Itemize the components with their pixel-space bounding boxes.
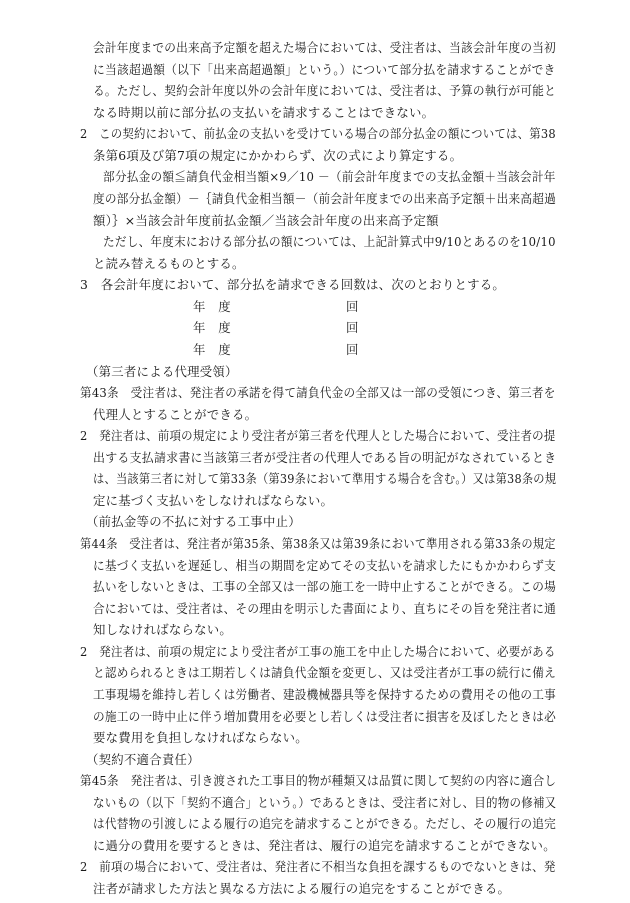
clause-2-line: 2 発注者は、前項の規定により受注者が第三者を代理人とした場合において、受注者の提 <box>80 428 556 444</box>
text-line: と認められるときは工期若しくは請負代金額を変更し、又は受注者が工事の続行に備え <box>93 665 556 681</box>
text-line: と読み替えるものとする。 <box>93 255 245 271</box>
text-line: 工事現場を維持し若しくは労働者、建設機械器具等を保持するための費用その他の工事 <box>93 686 556 702</box>
text-line: 出する支払請求書に当該第三者が受注者の代理人である旨の明記がなされているとき <box>93 449 557 465</box>
schedule-count-label: 回 <box>346 298 359 314</box>
text-line: に当該超過額（以下「出来高超過額」という。）について部分払を請求することができ <box>93 61 556 77</box>
section-heading: （第三者による代理受領） <box>86 363 238 379</box>
text-line: 条第6項及び第7項の規定にかかわらず、次の式により算定する。 <box>93 147 463 163</box>
text-line: 合においては、受注者は、その理由を明示した書面により、直ちにその旨を発注者に通 <box>93 600 556 616</box>
clause-2-line: 2 発注者は、前項の規定により受注者が工事の施工を中止した場合において、必要がある <box>80 643 556 659</box>
text-line: 要な費用を負担しなければならない。 <box>93 730 308 746</box>
formula-line: 度の部分払金額）－｛請負代金相当額－（前会計年度までの出来高予定額＋出来高超過 <box>93 190 556 206</box>
article-45-line: 第45条 発注者は、引き渡された工事目的物が種類又は品質に関して契約の内容に適合し <box>80 773 557 789</box>
text-line: は、当該第三者に対して第33条（第39条において準用する場合を含む。）又は第38条の規 <box>93 471 557 487</box>
formula-line: 額）｝×当該会計年度前払金額／当該会計年度の出来高予定額 <box>93 212 439 228</box>
clause-2-line: 2 前項の場合において、受注者は、発注者に不相当な負担を課するものでないときは、発 <box>80 859 556 875</box>
text-line: の施工の一時中止に伴う増加費用を必要とし若しくは受注者に損害を及ぼしたときは必 <box>93 708 556 724</box>
text-line: 会計年度までの出来高予定額を超えた場合においては、受注者は、当該会計年度の当初 <box>93 40 556 55</box>
schedule-year-label: 年 度 <box>193 298 231 314</box>
clause-3-line: 3 各会計年度において、部分払を請求できる回数は、次のとおりとする。 <box>80 277 506 293</box>
text-line: に過分の費用を要するときは、発注者は、履行の追完を請求することができない。 <box>93 837 556 853</box>
text-line: 代理人とすることができる。 <box>93 406 258 422</box>
text-line: 知しなければならない。 <box>93 622 233 638</box>
formula-line: 部分払金の額≦請負代金相当額×9／10 －（前会計年度までの支払金額＋当該会計年 <box>103 169 556 185</box>
text-line: ないもの（以下「契約不適合」という。）であるときは、受注者に対し、目的物の修補又 <box>93 794 557 810</box>
article-43-line: 第43条 受注者は、発注者の承諾を得て請負代金の全部又は一部の受領につき、第三者を <box>80 385 556 400</box>
schedule-year-label: 年 度 <box>193 320 231 336</box>
text-line: 定に基づく支払いをしなければならない。 <box>93 492 334 508</box>
section-heading: （前払金等の不払に対する工事中止） <box>86 514 301 530</box>
text-line: なる時期以前に部分払の支払いを請求することはできない。 <box>93 104 435 120</box>
text-line: 注者が請求した方法と異なる方法による履行の追完をすることができる。 <box>93 881 511 896</box>
text-line: に基づく支払いを遅延し、相当の期間を定めてその支払いを請求したにもかかわらず支 <box>93 557 556 573</box>
text-line: る。ただし、契約会計年度以外の会計年度においては、受注者は、予算の執行が可能と <box>93 83 556 99</box>
text-line: は代替物の引渡しによる履行の追完を請求することができる。ただし、その履行の追完 <box>93 816 556 832</box>
section-heading: （契約不適合責任） <box>86 751 200 767</box>
text-line: ただし、年度末における部分払の額については、上記計算式中9/10とあるのを10/10 <box>103 234 556 250</box>
article-44-line: 第44条 受注者は、発注者が第35条、第38条又は第39条において準用される第33条の規定 <box>80 536 556 551</box>
clause-2-line: 2 この契約において、前払金の支払いを受けている場合の部分払金の額については、第38 <box>80 126 556 142</box>
text-line: 払いをしないときは、工事の全部又は一部の施工を一時中止することができる。この場 <box>93 579 556 595</box>
schedule-year-label: 年 度 <box>193 341 231 357</box>
schedule-count-label: 回 <box>346 320 359 336</box>
schedule-count-label: 回 <box>346 341 359 357</box>
